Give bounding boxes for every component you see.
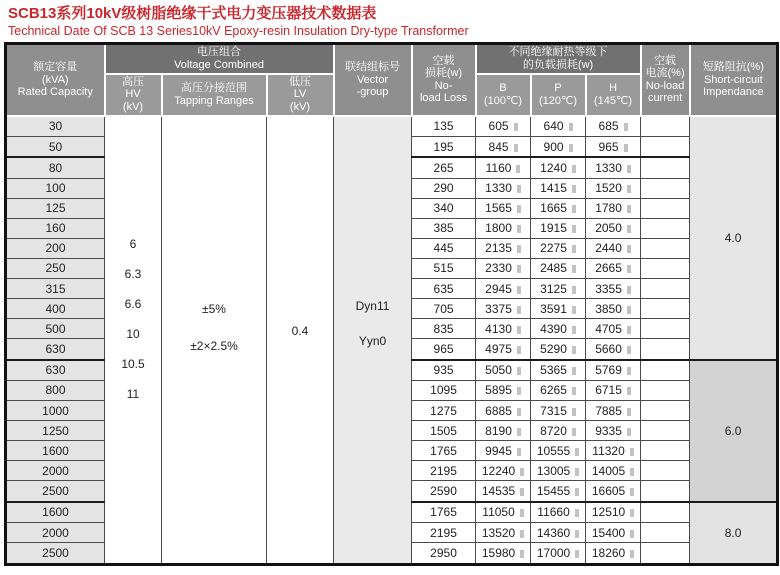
no-load-current-cell — [641, 136, 690, 157]
no-load-loss-cell: 1765 — [412, 441, 476, 461]
header-voltage-combined: 电压组合 Voltage Combined — [105, 44, 334, 74]
cell-shadow-mark — [517, 205, 521, 213]
header-p-120c: P (120℃) — [531, 74, 586, 116]
lv-merged-cell: 0.4 — [267, 116, 334, 565]
cell-shadow-mark — [627, 306, 631, 314]
loss-b-cell: 12240 — [476, 461, 531, 481]
cell-shadow-mark — [517, 428, 521, 436]
cell-shadow-mark — [572, 428, 576, 436]
loss-b-cell: 845 — [476, 136, 531, 157]
kva-cell: 2500 — [6, 543, 105, 565]
kva-cell: 2000 — [6, 461, 105, 481]
loss-h-cell: 3355 — [586, 278, 641, 298]
kva-cell: 800 — [6, 380, 105, 400]
loss-b-cell: 2945 — [476, 278, 531, 298]
loss-p-cell: 11660 — [531, 502, 586, 523]
loss-p-cell: 640 — [531, 116, 586, 137]
loss-p-cell: 1915 — [531, 218, 586, 238]
loss-h-cell: 6715 — [586, 380, 641, 400]
table-header — [6, 44, 778, 116]
cell-shadow-mark — [627, 367, 631, 375]
cell-shadow-mark — [572, 185, 576, 193]
header-vector-group: 联结组标号 Vector -group — [334, 44, 412, 116]
kva-cell: 2500 — [6, 481, 105, 502]
cell-shadow-mark — [630, 550, 634, 558]
no-load-current-cell — [641, 339, 690, 360]
kva-cell: 315 — [6, 278, 105, 298]
loss-b-cell: 2330 — [476, 258, 531, 278]
loss-p-cell: 5365 — [531, 360, 586, 381]
no-load-loss-cell: 635 — [412, 278, 476, 298]
cell-shadow-mark — [627, 225, 631, 233]
no-load-loss-cell: 265 — [412, 157, 476, 178]
loss-p-cell: 1240 — [531, 157, 586, 178]
cell-shadow-mark — [517, 408, 521, 416]
cell-shadow-mark — [516, 165, 520, 173]
loss-b-cell: 9945 — [476, 441, 531, 461]
no-load-loss-cell: 1505 — [412, 421, 476, 441]
cell-shadow-mark — [517, 185, 521, 193]
loss-p-cell: 10555 — [531, 441, 586, 461]
header-h-145c: H (145℃) — [586, 74, 641, 116]
no-load-loss-cell: 2950 — [412, 543, 476, 565]
cell-shadow-mark — [572, 165, 576, 173]
loss-p-cell: 3125 — [531, 278, 586, 298]
loss-p-cell: 8720 — [531, 421, 586, 441]
header-rated-capacity: 额定容量 (kVA) Rated Capacity — [6, 44, 105, 116]
loss-b-cell: 5895 — [476, 380, 531, 400]
loss-b-cell: 13520 — [476, 523, 531, 543]
cell-shadow-mark — [627, 286, 631, 294]
cell-shadow-mark — [630, 509, 634, 517]
no-load-loss-cell: 135 — [412, 116, 476, 137]
header-short-circuit-impedance: 短路阻抗(%) Short-circuit Impendance — [690, 44, 778, 116]
header-no-load-current: 空载 电流(%) No-load current — [641, 44, 690, 116]
cell-shadow-mark — [572, 286, 576, 294]
loss-h-cell: 2050 — [586, 218, 641, 238]
cell-shadow-mark — [572, 367, 576, 375]
cell-shadow-mark — [627, 428, 631, 436]
cell-shadow-mark — [627, 387, 631, 395]
loss-p-cell: 13005 — [531, 461, 586, 481]
cell-shadow-mark — [572, 205, 576, 213]
cell-shadow-mark — [572, 265, 576, 273]
no-load-loss-cell: 2590 — [412, 481, 476, 502]
cell-shadow-mark — [520, 468, 524, 476]
transformer-data-table — [4, 42, 779, 566]
no-load-current-cell — [641, 481, 690, 502]
no-load-loss-cell: 385 — [412, 218, 476, 238]
cell-shadow-mark — [520, 509, 524, 517]
loss-h-cell: 9335 — [586, 421, 641, 441]
loss-p-cell: 2485 — [531, 258, 586, 278]
no-load-current-cell — [641, 421, 690, 441]
no-load-current-cell — [641, 523, 690, 543]
loss-b-cell: 605 — [476, 116, 531, 137]
cell-shadow-mark — [572, 245, 576, 253]
cell-shadow-mark — [572, 346, 576, 354]
loss-b-cell: 11050 — [476, 502, 531, 523]
loss-h-cell: 11320 — [586, 441, 641, 461]
no-load-loss-cell: 1765 — [412, 502, 476, 523]
cell-shadow-mark — [514, 144, 518, 152]
table-body — [6, 116, 778, 565]
loss-b-cell: 14535 — [476, 481, 531, 502]
loss-h-cell: 965 — [586, 136, 641, 157]
no-load-current-cell — [641, 319, 690, 339]
cell-shadow-mark — [575, 468, 579, 476]
loss-p-cell: 15455 — [531, 481, 586, 502]
loss-h-cell: 2665 — [586, 258, 641, 278]
header-lv: 低压 LV (kV) — [267, 74, 334, 116]
cell-shadow-mark — [627, 346, 631, 354]
loss-p-cell: 1415 — [531, 178, 586, 198]
loss-b-cell: 15980 — [476, 543, 531, 565]
kva-cell: 250 — [6, 258, 105, 278]
kva-cell: 500 — [6, 319, 105, 339]
cell-shadow-mark — [630, 530, 634, 538]
no-load-loss-cell: 1095 — [412, 380, 476, 400]
header-load-loss-group: 不同绝缘耐热等级下 的负载损耗(w) — [476, 44, 641, 74]
cell-shadow-mark — [624, 144, 628, 152]
cell-shadow-mark — [572, 387, 576, 395]
loss-b-cell: 2135 — [476, 238, 531, 258]
loss-b-cell: 5050 — [476, 360, 531, 381]
kva-cell: 2000 — [6, 523, 105, 543]
cell-shadow-mark — [624, 123, 628, 131]
no-load-current-cell — [641, 258, 690, 278]
no-load-current-cell — [641, 543, 690, 565]
kva-cell: 30 — [6, 116, 105, 137]
loss-b-cell: 1565 — [476, 198, 531, 218]
cell-shadow-mark — [569, 144, 573, 152]
no-load-current-cell — [641, 360, 690, 381]
cell-shadow-mark — [517, 367, 521, 375]
no-load-loss-cell: 835 — [412, 319, 476, 339]
loss-h-cell: 1780 — [586, 198, 641, 218]
loss-h-cell: 5769 — [586, 360, 641, 381]
cell-shadow-mark — [575, 448, 579, 456]
cell-shadow-mark — [572, 408, 576, 416]
no-load-current-cell — [641, 502, 690, 523]
loss-p-cell: 7315 — [531, 401, 586, 421]
cell-shadow-mark — [517, 286, 521, 294]
loss-p-cell: 5290 — [531, 339, 586, 360]
loss-p-cell: 4390 — [531, 319, 586, 339]
impedance-cell: 6.0 — [690, 360, 778, 502]
no-load-current-cell — [641, 441, 690, 461]
kva-cell: 1250 — [6, 421, 105, 441]
loss-h-cell: 4705 — [586, 319, 641, 339]
cell-shadow-mark — [517, 387, 521, 395]
no-load-current-cell — [641, 278, 690, 298]
cell-shadow-mark — [630, 488, 634, 496]
no-load-current-cell — [641, 401, 690, 421]
cell-shadow-mark — [517, 346, 521, 354]
tapping-merged-cell: ±5% ±2×2.5% — [162, 116, 267, 565]
page-subtitle: Technical Date Of SCB 13 Series10kV Epoxy-resin Insulation Dry-type Transformer — [8, 24, 469, 38]
cell-shadow-mark — [627, 265, 631, 273]
cell-shadow-mark — [575, 509, 579, 517]
no-load-loss-cell: 195 — [412, 136, 476, 157]
page-title: SCB13系列10kV级树脂绝缘干式电力变压器技术数据表 — [8, 5, 377, 22]
cell-shadow-mark — [572, 225, 576, 233]
no-load-loss-cell: 705 — [412, 299, 476, 319]
kva-cell: 100 — [6, 178, 105, 198]
kva-cell: 50 — [6, 136, 105, 157]
cell-shadow-mark — [517, 245, 521, 253]
no-load-loss-cell: 340 — [412, 198, 476, 218]
header-hv: 高压 HV (kV) — [105, 74, 162, 116]
cell-shadow-mark — [514, 123, 518, 131]
kva-cell: 200 — [6, 238, 105, 258]
kva-cell: 1000 — [6, 401, 105, 421]
loss-p-cell: 900 — [531, 136, 586, 157]
vector-merged-cell: Dyn11 Yyn0 — [334, 116, 412, 565]
cell-shadow-mark — [520, 488, 524, 496]
loss-p-cell: 2275 — [531, 238, 586, 258]
kva-cell: 160 — [6, 218, 105, 238]
hv-merged-cell: 6 6.3 6.6 10 10.5 11 — [105, 116, 162, 565]
cell-shadow-mark — [630, 468, 634, 476]
cell-shadow-mark — [630, 448, 634, 456]
cell-shadow-mark — [575, 550, 579, 558]
no-load-loss-cell: 2195 — [412, 461, 476, 481]
no-load-loss-cell: 445 — [412, 238, 476, 258]
kva-cell: 80 — [6, 157, 105, 178]
cell-shadow-mark — [627, 185, 631, 193]
loss-p-cell: 1665 — [531, 198, 586, 218]
impedance-cell: 4.0 — [690, 116, 778, 360]
loss-b-cell: 8190 — [476, 421, 531, 441]
no-load-current-cell — [641, 218, 690, 238]
kva-cell: 400 — [6, 299, 105, 319]
loss-h-cell: 1330 — [586, 157, 641, 178]
no-load-current-cell — [641, 178, 690, 198]
no-load-loss-cell: 935 — [412, 360, 476, 381]
loss-p-cell: 6265 — [531, 380, 586, 400]
loss-b-cell: 1800 — [476, 218, 531, 238]
kva-cell: 1600 — [6, 502, 105, 523]
no-load-current-cell — [641, 198, 690, 218]
loss-b-cell: 3375 — [476, 299, 531, 319]
header-b-100c: B (100℃) — [476, 74, 531, 116]
header-tapping-ranges: 高压分接范围 Tapping Ranges — [162, 74, 267, 116]
cell-shadow-mark — [517, 326, 521, 334]
cell-shadow-mark — [575, 488, 579, 496]
no-load-current-cell — [641, 116, 690, 137]
loss-h-cell: 3850 — [586, 299, 641, 319]
no-load-loss-cell: 1275 — [412, 401, 476, 421]
no-load-loss-cell: 290 — [412, 178, 476, 198]
no-load-current-cell — [641, 238, 690, 258]
cell-shadow-mark — [627, 326, 631, 334]
kva-cell: 630 — [6, 339, 105, 360]
cell-shadow-mark — [569, 123, 573, 131]
cell-shadow-mark — [627, 408, 631, 416]
cell-shadow-mark — [575, 530, 579, 538]
loss-h-cell: 1520 — [586, 178, 641, 198]
impedance-cell: 8.0 — [690, 502, 778, 565]
loss-h-cell: 16605 — [586, 481, 641, 502]
no-load-current-cell — [641, 157, 690, 178]
no-load-current-cell — [641, 299, 690, 319]
loss-b-cell: 1330 — [476, 178, 531, 198]
kva-cell: 1600 — [6, 441, 105, 461]
loss-h-cell: 685 — [586, 116, 641, 137]
loss-p-cell: 14360 — [531, 523, 586, 543]
loss-h-cell: 14005 — [586, 461, 641, 481]
title-block — [0, 0, 780, 42]
loss-h-cell: 18260 — [586, 543, 641, 565]
kva-cell: 630 — [6, 360, 105, 381]
loss-b-cell: 1160 — [476, 157, 531, 178]
loss-h-cell: 15400 — [586, 523, 641, 543]
cell-shadow-mark — [520, 550, 524, 558]
loss-p-cell: 17000 — [531, 543, 586, 565]
cell-shadow-mark — [572, 306, 576, 314]
cell-shadow-mark — [517, 448, 521, 456]
no-load-loss-cell: 2195 — [412, 523, 476, 543]
cell-shadow-mark — [572, 326, 576, 334]
no-load-loss-cell: 515 — [412, 258, 476, 278]
no-load-current-cell — [641, 461, 690, 481]
loss-h-cell: 12510 — [586, 502, 641, 523]
cell-shadow-mark — [627, 245, 631, 253]
loss-b-cell: 6885 — [476, 401, 531, 421]
cell-shadow-mark — [517, 265, 521, 273]
no-load-current-cell — [641, 380, 690, 400]
loss-h-cell: 2440 — [586, 238, 641, 258]
loss-h-cell: 7885 — [586, 401, 641, 421]
loss-p-cell: 3591 — [531, 299, 586, 319]
table-row — [6, 116, 778, 137]
no-load-loss-cell: 965 — [412, 339, 476, 360]
cell-shadow-mark — [627, 165, 631, 173]
cell-shadow-mark — [627, 205, 631, 213]
loss-b-cell: 4130 — [476, 319, 531, 339]
kva-cell: 125 — [6, 198, 105, 218]
cell-shadow-mark — [517, 306, 521, 314]
cell-shadow-mark — [517, 225, 521, 233]
cell-shadow-mark — [520, 530, 524, 538]
header-no-load-loss: 空载 损耗(w) No- load Loss — [412, 44, 476, 116]
loss-b-cell: 4975 — [476, 339, 531, 360]
loss-h-cell: 5660 — [586, 339, 641, 360]
